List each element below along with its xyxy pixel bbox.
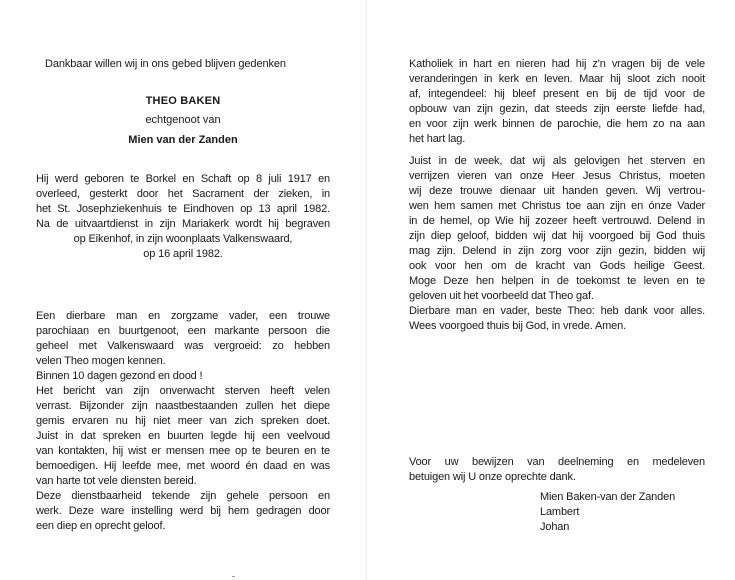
tribute-line: werk. Deze ware instelling werd bij hem gedragen door [36,505,330,517]
signature-name: Lambert [540,506,580,518]
deceased-name: THEO BAKEN [145,95,221,107]
tribute-line: van kontakten, hij wist er mensen mee op te beuren en te [36,445,330,457]
print-mark [232,576,235,577]
intro-text: Dankbaar willen wij in ons gebed blijven gedenken [45,58,286,70]
faith-line: opbouw van zijn gezin, dat steeds zijn eerste liefde had, [409,103,705,115]
tribute-paragraph [36,309,330,534]
thanks-line: betuigen wij U onze oprechte dank. [409,471,576,483]
card-fold-line [366,0,367,580]
bio-line: op Eikenhof, in zijn woonplaats Valkenswaard, [73,233,293,245]
tribute-line: Juist in dat spreken en buurten legde hij een veelvoud [36,430,330,442]
tribute-line: Een dierbare man en zorgzame vader, een trouwe [36,310,330,322]
faith-line: Katholiek in hart en nieren had hij z'n vragen bij de vele [409,58,705,70]
prayer-line: Juist in de week, dat wij als gelovigen het sterven en [409,155,705,167]
bio-line: Hij werd geboren te Borkel en Schaft op 8 juli 1917 en [36,173,330,185]
prayer-line: wij deze trouwe dienaar uit handen geven. Wij vertrou- [409,185,705,197]
bio-line: op 16 april 1982. [143,248,223,260]
faith-line: en voor zijn werk binnen de parochie, die hem zo na aan [409,118,705,130]
signature-name: Johan [540,521,570,533]
tribute-line: bemoedigen. Hij leefde mee, met woord én daad en was [36,460,330,472]
tribute-line: geheel met Valkenswaard was vergroeid: zo hebben [36,340,330,352]
prayer-line: wen hem samen met Christus toe aan zijn en ónze Vader [409,200,705,212]
signature-name: Mien Baken-van der Zanden [540,491,676,503]
tribute-line: Het bericht van zijn onverwacht sterven heeft velen [36,385,330,397]
tribute-line: een diep en oprecht geloof. [36,520,166,532]
prayer-line: Dierbare man en vader, beste Theo: heb dank voor alles. [409,305,705,317]
faith-line: af, integendeel: hij bleef present en bij de tijd voor de [409,88,705,100]
faith-line: veranderingen in kerk en leven. Maar hij sloot zich nooit [409,73,705,85]
prayer-line: in de hemel, op Wie hij zozeer heeft vertrouwd. Delend in [409,215,705,227]
thanks-line: Voor uw bewijzen van deelneming en medeleven [409,456,705,468]
faith-line: het hart lag. [409,133,466,145]
bio-line: Na de uitvaartdienst in zijn Mariakerk wordt hij begraven [36,218,330,230]
faith-paragraph [409,57,705,147]
prayer-line: geloven uit het voorbeeld dat Theo gaf. [409,290,594,302]
bio-line: overleed, gesterkt door het Sacrament der zieken, in [36,188,330,200]
tribute-line: Binnen 10 dagen gezond en dood ! [36,370,203,382]
spouse-name: Mien van der Zanden [128,134,238,146]
bio-line: het St. Josephziekenhuis te Eindhoven op 13 april 1982. [36,203,330,215]
prayer-line: zijn diep geloof, bidden wij dat hij voorgoed bij God thuis [409,230,705,242]
tribute-line: parochiaan en buurtgenoot, een markante persoon die [36,325,330,337]
prayer-line: ook voor hen om de kracht van Gods heilige Geest. [409,260,705,272]
prayer-line: Wees voorgoed thuis bij God, in vrede. Amen. [409,320,626,332]
tribute-line: gemis ervaren nu hij niet meer van zich spreken doet. [36,415,330,427]
tribute-line: verrast. Bijzonder zijn naastbestaanden zullen het diepe [36,400,330,412]
thanks-paragraph [409,455,705,485]
spouse-label: echtgenoot van [145,114,221,126]
prayer-paragraph [409,154,705,334]
tribute-line: velen Theo mogen kennen. [36,355,166,367]
tribute-line: van harte tot vele diensten bereid. [36,475,197,487]
family-signatures [540,490,710,535]
prayer-line: verrijzen vieren van onze Heer Jesus Christus, moeten [409,170,705,182]
prayer-line: mag zijn. Delend in zijn zorg voor zijn gezin, bidden wij [409,245,705,257]
prayer-line: Moge Deze hen helpen in de toekomst te leven en te [409,275,705,287]
biography-paragraph [36,172,330,262]
tribute-line: Deze dienstbaarheid tekende zijn gehele persoon en [36,490,330,502]
